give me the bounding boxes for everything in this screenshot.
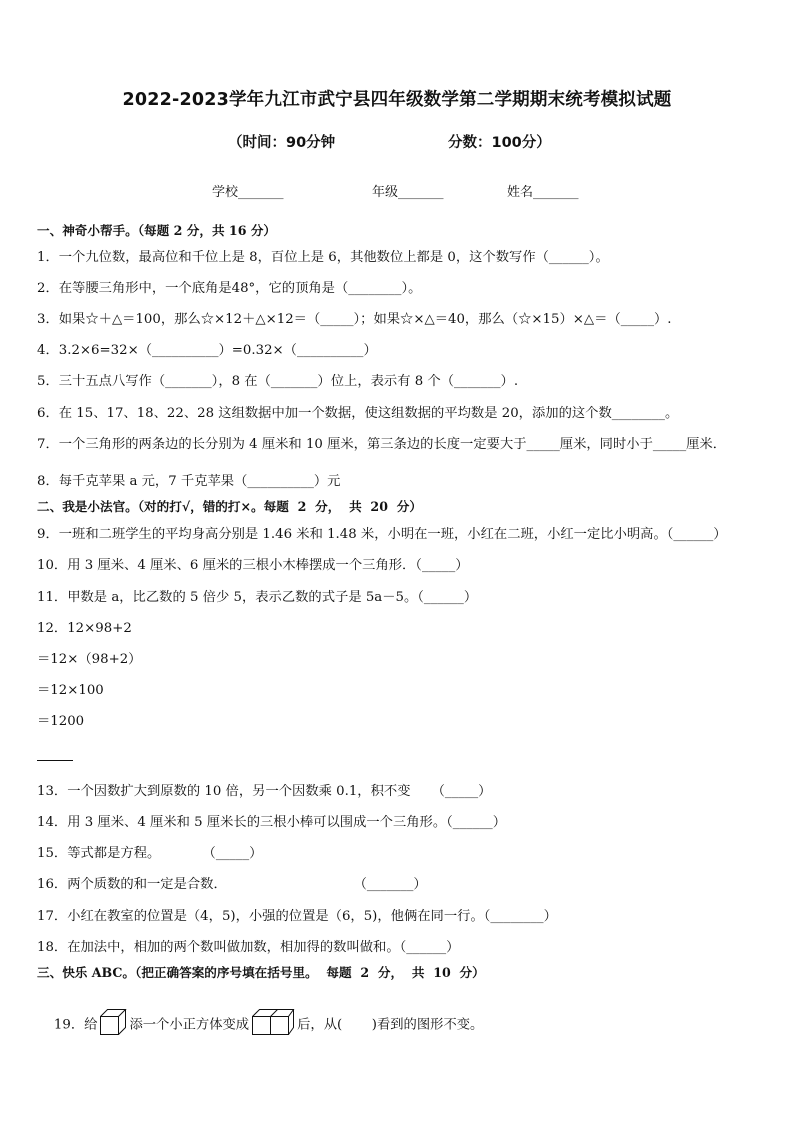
question-19-prefix: 19．给 bbox=[53, 1017, 98, 1033]
question-13: 13．一个因数扩大到原数的 10 倍，另一个因数乘 0.1，积不变 （_____） bbox=[37, 784, 492, 799]
question-12: 12．12×98+2 bbox=[37, 621, 132, 636]
school-field[interactable]: 学校_______ bbox=[212, 185, 284, 200]
question-19-middle: 添一个小正方体变成 bbox=[129, 1017, 250, 1033]
question-15: 15．等式都是方程。 （_____） bbox=[37, 846, 263, 861]
double-cube-icon bbox=[251, 1008, 295, 1036]
grade-field[interactable]: 年级_______ bbox=[372, 185, 444, 200]
section-3-heading: 三、快乐 ABC。（把正确答案的序号填在括号里。 每题 2 分， 共 10 分） bbox=[37, 965, 485, 980]
time-limit: （时间：90分钟 bbox=[228, 135, 336, 151]
section-2-heading: 二、我是小法官。（对的打√，错的打×。每题 2 分， 共 20 分） bbox=[37, 499, 422, 514]
exam-title: 2022-2023学年九江市武宁县四年级数学第二学期期末统考模拟试题 bbox=[122, 90, 672, 110]
question-11: 11．甲数是 a，比乙数的 5 倍少 5，表示乙数的式子是 5a－5。（______） bbox=[37, 590, 478, 605]
question-7: 7．一个三角形的两条边的长分别为 4 厘米和 10 厘米，第三条边的长度一定要大于_____厘米，同时小于_____厘米． bbox=[37, 437, 726, 452]
answer-line bbox=[37, 760, 73, 761]
question-12-step-2: ＝12×100 bbox=[37, 683, 104, 698]
question-3: 3．如果☆＋△＝100，那么☆×12＋△×12＝（_____）；如果☆×△＝40，那么（☆×15）×△＝（_____）. bbox=[37, 312, 672, 327]
question-19 bbox=[37, 996, 483, 1054]
question-1: 1．一个九位数，最高位和千位上是 8，百位上是 6，其他数位上都是 0，这个数写作（______）。 bbox=[37, 250, 609, 265]
name-field[interactable]: 姓名_______ bbox=[507, 185, 579, 200]
question-10: 10．用 3 厘米、4 厘米、6 厘米的三根小木棒摆成一个三角形．（_____） bbox=[37, 558, 469, 573]
question-6: 6．在 15、17、18、22、28 这组数据中加一个数据，使这组数据的平均数是 20，添加的这个数________。 bbox=[37, 406, 679, 421]
question-8: 8．每千克苹果 a 元，7 千克苹果（__________）元 bbox=[37, 474, 341, 489]
question-5: 5．三十五点八写作（_______），8 在（_______）位上，表示有 8 个（_______）. bbox=[37, 374, 519, 389]
question-14: 14．用 3 厘米、4 厘米和 5 厘米长的三根小棒可以围成一个三角形。（______） bbox=[37, 815, 506, 830]
question-18: 18．在加法中，相加的两个数叫做加数，相加得的数叫做和。（______） bbox=[37, 940, 460, 955]
section-1-heading: 一、神奇小帮手。（每题 2 分，共 16 分） bbox=[37, 223, 277, 238]
question-12-step-1: ＝12×（98+2） bbox=[37, 652, 142, 667]
question-2: 2．在等腰三角形中，一个底角是48°，它的顶角是（________）。 bbox=[37, 281, 422, 296]
question-16: 16．两个质数的和一定是合数． （_______） bbox=[37, 877, 427, 892]
question-19-suffix: 后，从( )看到的图形不变。 bbox=[297, 1017, 484, 1033]
question-4: 4．3.2×6=32×（__________）=0.32×（__________） bbox=[37, 343, 377, 358]
single-cube-icon bbox=[99, 1008, 127, 1036]
total-score: 分数：100分） bbox=[448, 135, 551, 151]
question-17: 17．小红在教室的位置是（4，5)，小强的位置是（6，5)，他俩在同一行。（________） bbox=[37, 909, 557, 924]
question-9: 9．一班和二班学生的平均身高分别是 1.46 米和 1.48 米，小明在一班，小红在二班，小红一定比小明高。（______） bbox=[37, 527, 727, 542]
question-12-step-3: ＝1200 bbox=[37, 714, 85, 729]
